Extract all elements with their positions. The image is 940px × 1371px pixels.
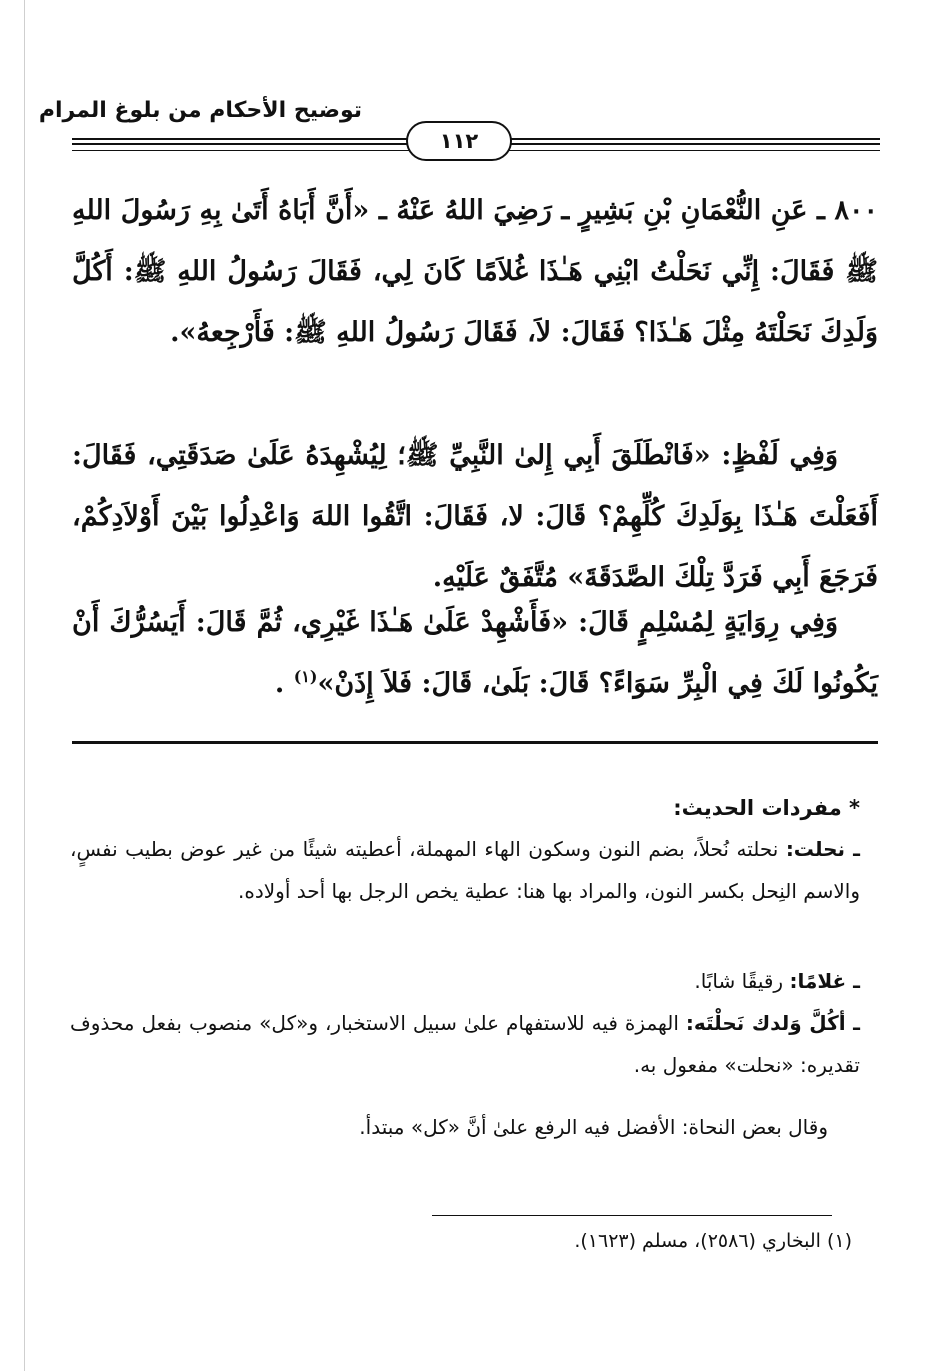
page-number: ١١٢ (406, 121, 512, 161)
footnote-divider (432, 1215, 832, 1216)
page-edge-line (24, 0, 25, 1371)
vocabulary-item (70, 1002, 860, 1086)
vocabulary-item (70, 828, 860, 912)
vocabulary-definition: رقيقًا شابًا. (694, 969, 784, 993)
footnote-reference: (١) (293, 667, 318, 686)
vocabulary-item (70, 960, 860, 1002)
vocabulary-term: ـ نحلت: (785, 837, 860, 861)
running-header-title: توضيح الأحكام من بلوغ المرام (38, 98, 362, 123)
hadith-paragraph-main: ٨٠٠ ـ عَنِ النُّعْمَانِ بْنِ بَشِيرٍ ـ رَضِيَ اللهُ عَنْهُ ـ «أَنَّ أَبَاهُ أَتَىٰ بِهِ رَسُولَ اللهِ ﷺ فَقَالَ: إِنِّي نَحَلْتُ ابْنِي هَـٰذَا غُلاَمًا كَانَ لِي، فَقَالَ رَسُولُ اللهِ ﷺ: أَكُلَّ وَلَدِكَ نَحَلْتَهُ مِثْلَ هَـٰذَا؟ فَقَالَ: لاَ، فَقَالَ رَسُولُ اللهِ ﷺ: فَأَرْجِعهُ». (72, 195, 878, 348)
vocabulary-definition: نحلته نُحلاً، بضم النون وسكون الهاء المهملة، أعطيته شيئًا من غير عوض بطيب نفسٍ، والاسم النِحل بكسر النون، والمراد بها هنا: عطية يخص الرجل بها أحد أولاده. (70, 837, 860, 903)
vocabulary-extra-note: وقال بعض النحاة: الأفضل فيه الرفع علىٰ أنَّ «كل» مبتدأ. (359, 1115, 828, 1139)
hadith-paragraph-variant: وَفِي لَفْظٍ: «فَانْطَلَقَ أَبِي إِلىٰ النَّبِيِّ ﷺ؛ لِيُشْهِدَهُ عَلَىٰ صَدَقَتِي، فَقَالَ: أَفَعَلْتَ هَـٰذَا بِوَلَدِكَ كُلِّهِمْ؟ قَالَ: لا، فَقَالَ: اتَّقُوا اللهَ وَاعْدِلُوا بَيْنَ أَوْلاَدِكُمْ، فَرَجَعَ أَبِي فَرَدَّ تِلْكَ الصَّدَقَةَ» مُتَّفَقٌ عَلَيْهِ. (72, 440, 878, 593)
vocabulary-title: * مفردات الحديث: (673, 796, 860, 820)
vocabulary-term: ـ غلامًا: (789, 969, 860, 993)
hadith-paragraph-muslim (72, 592, 878, 714)
hadith-muslim-end: . (274, 668, 285, 699)
footnote: (١) البخاري (٢٥٨٦)، مسلم (١٦٢٣). (574, 1230, 852, 1252)
hadith-muslim-text: وَفِي رِوَايَةٍ لِمُسْلِمٍ قَالَ: «فَأَشْهِدْ عَلَىٰ هَـٰذَا غَيْرِي، ثُمَّ قَالَ: أَيَسُرُّكَ أَنْ يَكُونُوا لَكَ فِي الْبِرِّ سَوَاءً؟ قَالَ: بَلَىٰ، قَالَ: فَلاَ إِذَنْ» (72, 607, 878, 699)
vocabulary-definition: الهمزة فيه للاستفهام علىٰ سبيل الاستخبار، و«كل» منصوب بفعل محذوف تقديره: «نحلت» مفعول به. (70, 1011, 860, 1077)
vocabulary-term: ـ أكُلَّ وَلدك نَحلْتَه: (685, 1011, 861, 1035)
section-divider (72, 741, 878, 744)
